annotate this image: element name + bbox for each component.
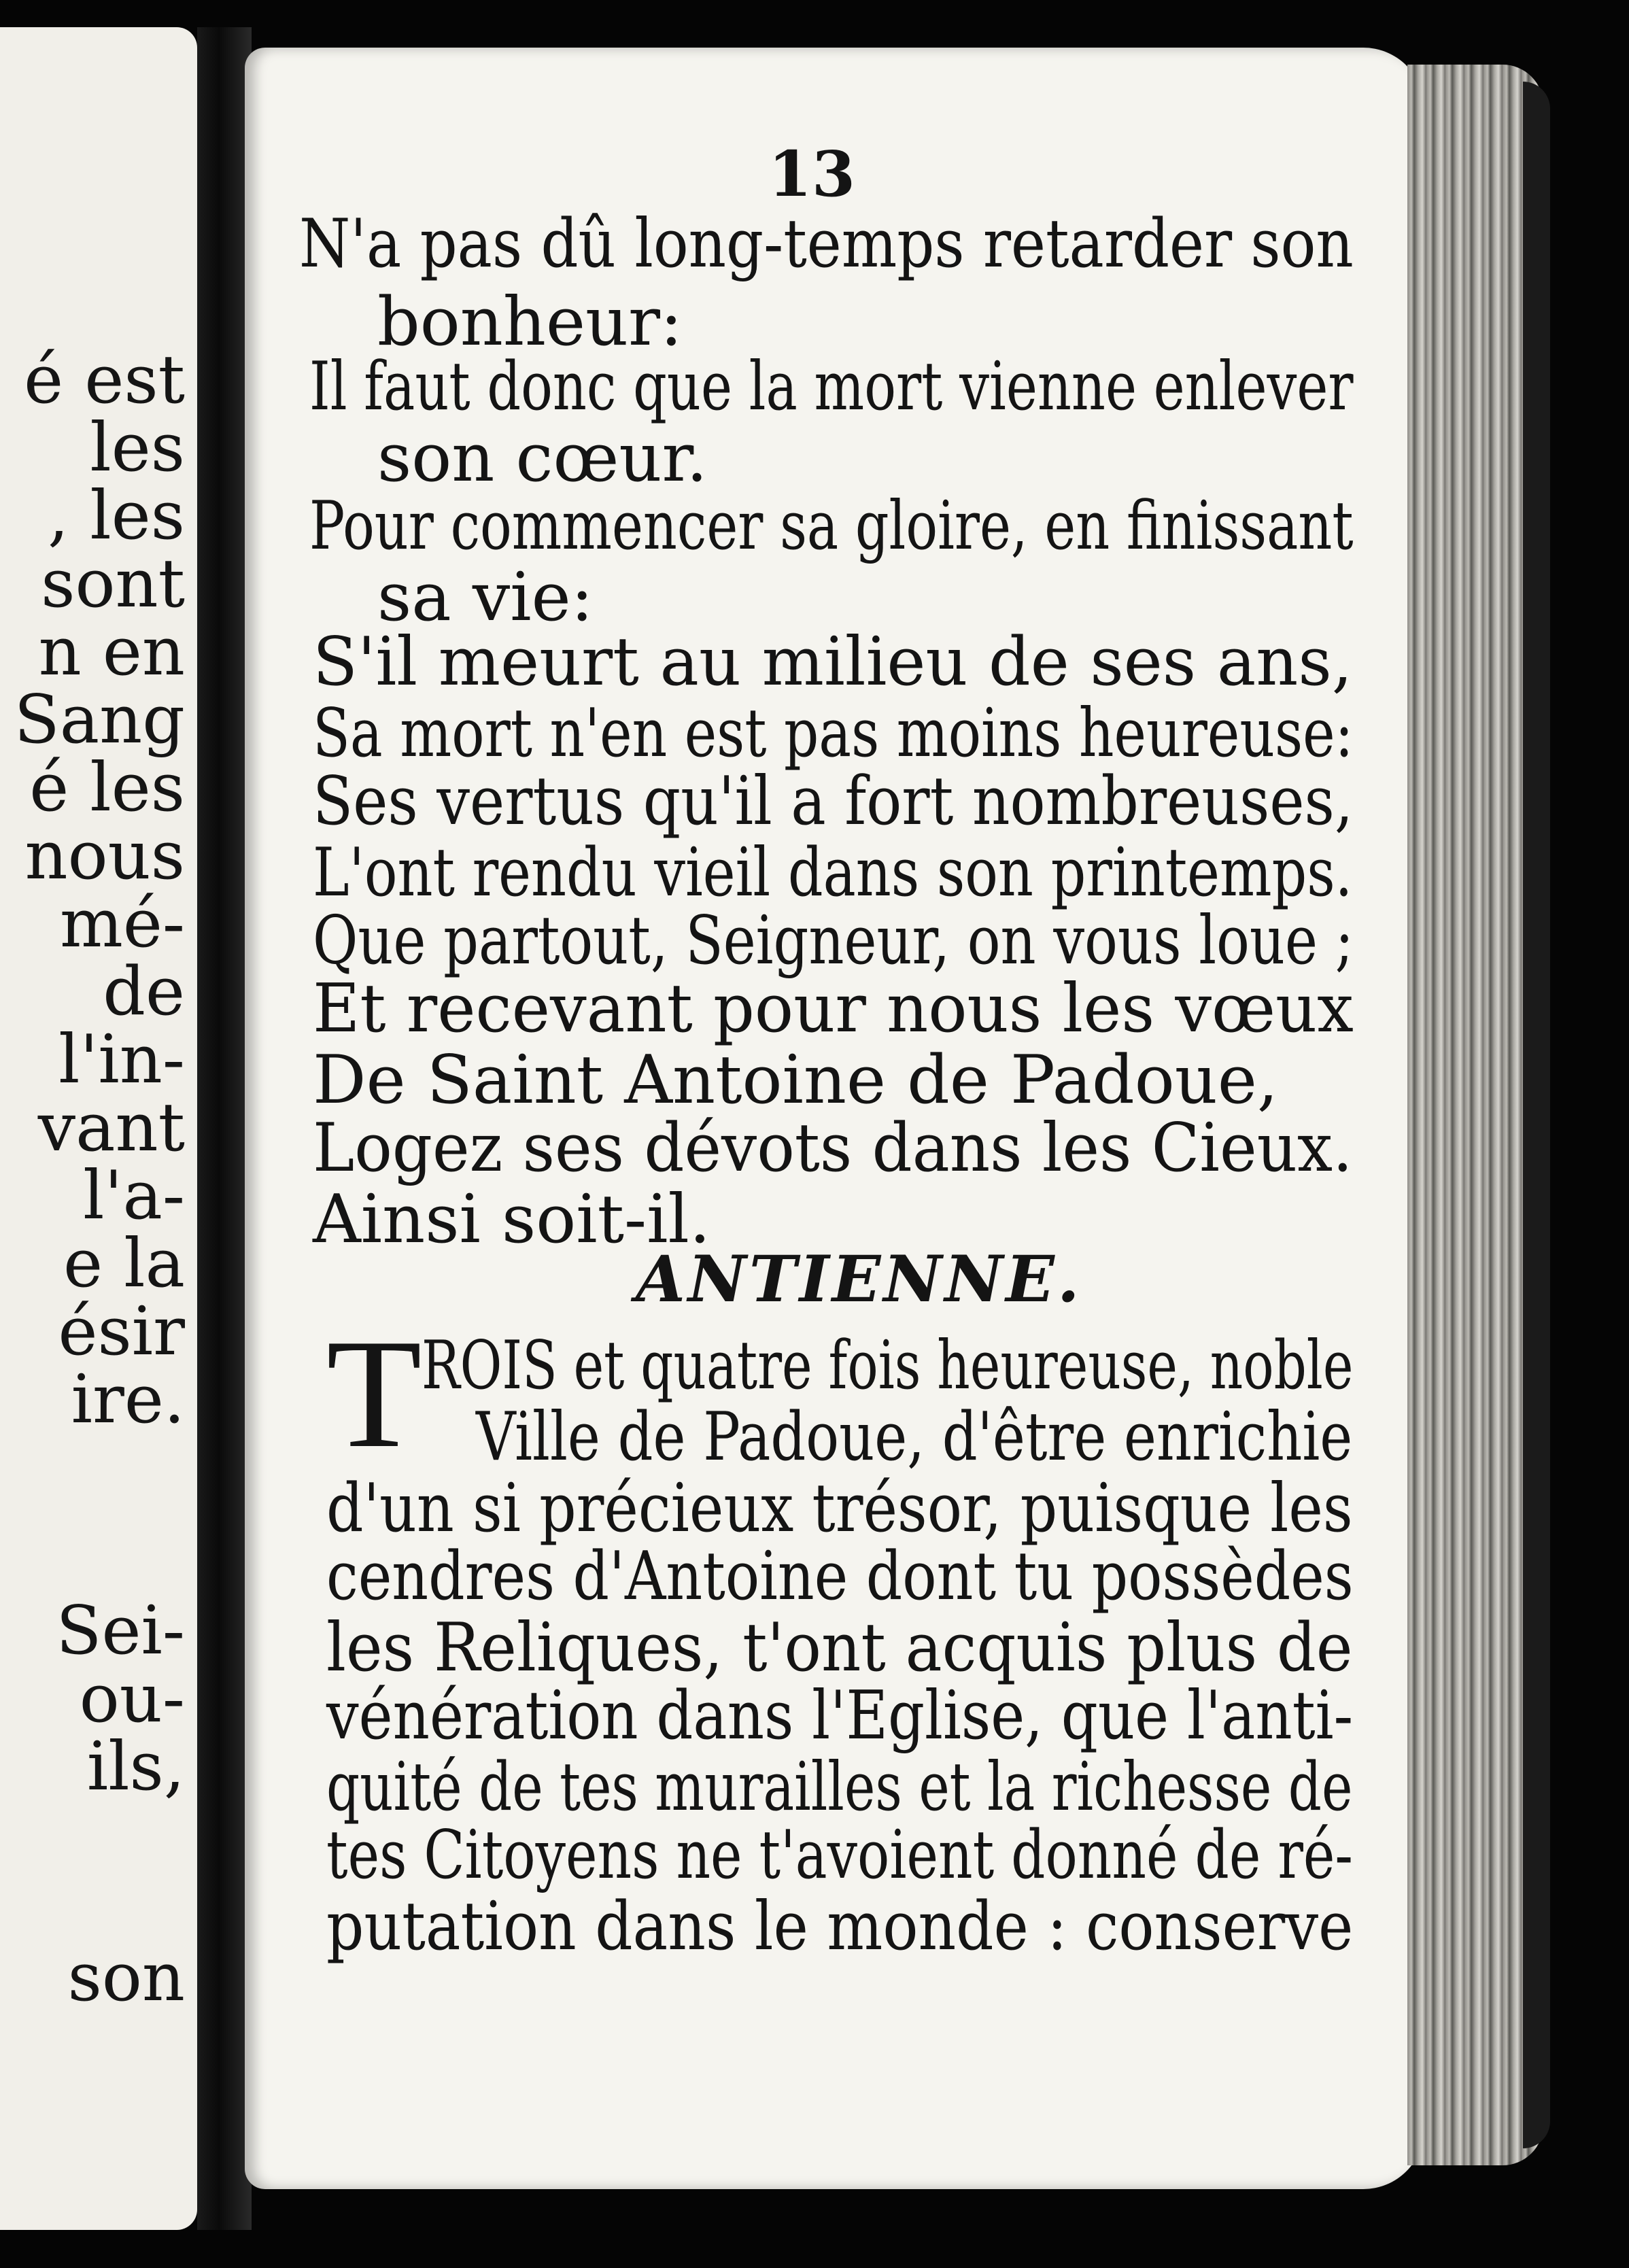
antienne-line-2: Ville de Padoue, d'être enrichie xyxy=(476,1398,1353,1476)
antienne-line: tes Citoyens ne t'avoient donné de ré- xyxy=(326,1817,1353,1894)
drop-cap: T xyxy=(326,1307,422,1480)
hymn-line: N'a pas dû long-temps retarder son xyxy=(299,205,1354,283)
left-fragment: , les xyxy=(48,477,185,555)
left-fragment: les xyxy=(90,409,185,487)
hymn-line: Que partout, Seigneur, on vous loue ; xyxy=(313,902,1354,980)
antienne-line-1-rest: et quatre fois heureuse, noble xyxy=(573,1327,1354,1405)
antienne-line-1 xyxy=(422,1327,1354,1405)
left-fragment: vant xyxy=(37,1089,185,1167)
left-fragment: é est xyxy=(24,341,185,419)
left-fragment: ire. xyxy=(71,1361,185,1439)
left-fragment: l'in- xyxy=(58,1021,185,1099)
left-fragment: Sang xyxy=(14,681,185,759)
hymn-line: son cœur. xyxy=(377,419,708,497)
cover-edge xyxy=(1523,82,1550,2148)
left-fragment: sont xyxy=(41,545,185,623)
left-fragment: nous xyxy=(24,817,185,895)
hymn-line: Ainsi soit-il. xyxy=(313,1181,710,1258)
antienne-line: putation dans le monde : conserve xyxy=(326,1888,1354,1965)
spine-gutter xyxy=(197,27,252,2230)
first-word-rest: ROIS xyxy=(422,1327,558,1405)
left-fragment: son xyxy=(67,1939,185,2016)
left-fragment: l'a- xyxy=(83,1157,185,1235)
antienne-line: cendres d'Antoine dont tu possèdes xyxy=(326,1538,1354,1615)
left-page xyxy=(0,27,197,2230)
hymn-line: bonheur: xyxy=(377,284,683,361)
antienne-line: d'un si précieux trésor, puisque les xyxy=(326,1470,1353,1547)
left-fragment: e la xyxy=(63,1225,185,1303)
hymn-line: De Saint Antoine de Padoue, xyxy=(313,1042,1278,1119)
hymn-line: Ses vertus qu'il a fort nombreuses, xyxy=(313,763,1354,840)
left-fragment: Sei- xyxy=(56,1592,185,1670)
left-fragment: ils, xyxy=(86,1728,185,1806)
hymn-line: Pour commencer sa gloire, en finissant xyxy=(309,487,1354,565)
hymn-line: Il faut donc que la mort vienne enlever xyxy=(309,348,1354,426)
hymn-line: Et recevant pour nous les vœux xyxy=(313,970,1354,1048)
hymn-line: L'ont rendu vieil dans son printemps. xyxy=(313,834,1353,912)
hymn-line: sa vie: xyxy=(377,559,594,636)
left-fragment: ou- xyxy=(79,1660,185,1738)
hymn-line: Logez ses dévots dans les Cieux. xyxy=(313,1110,1353,1187)
antienne-line: quité de tes murailles et la richesse de xyxy=(326,1749,1353,1826)
left-fragment: mé- xyxy=(59,885,185,963)
left-fragment: ésir xyxy=(58,1293,185,1371)
antienne-line: les Reliques, t'ont acquis plus de xyxy=(326,1609,1353,1687)
antienne-line: vénération dans l'Eglise, que l'anti- xyxy=(326,1677,1354,1755)
page-number: 13 xyxy=(768,137,856,211)
left-fragment: de xyxy=(103,953,185,1031)
hymn-line: S'il meurt au milieu de ses ans, xyxy=(313,623,1353,701)
left-fragment: é les xyxy=(29,749,185,827)
left-fragment: n en xyxy=(38,613,185,691)
section-heading: ANTIENNE. xyxy=(636,1242,1082,1317)
hymn-line: Sa mort n'en est pas moins heureuse: xyxy=(313,695,1354,772)
